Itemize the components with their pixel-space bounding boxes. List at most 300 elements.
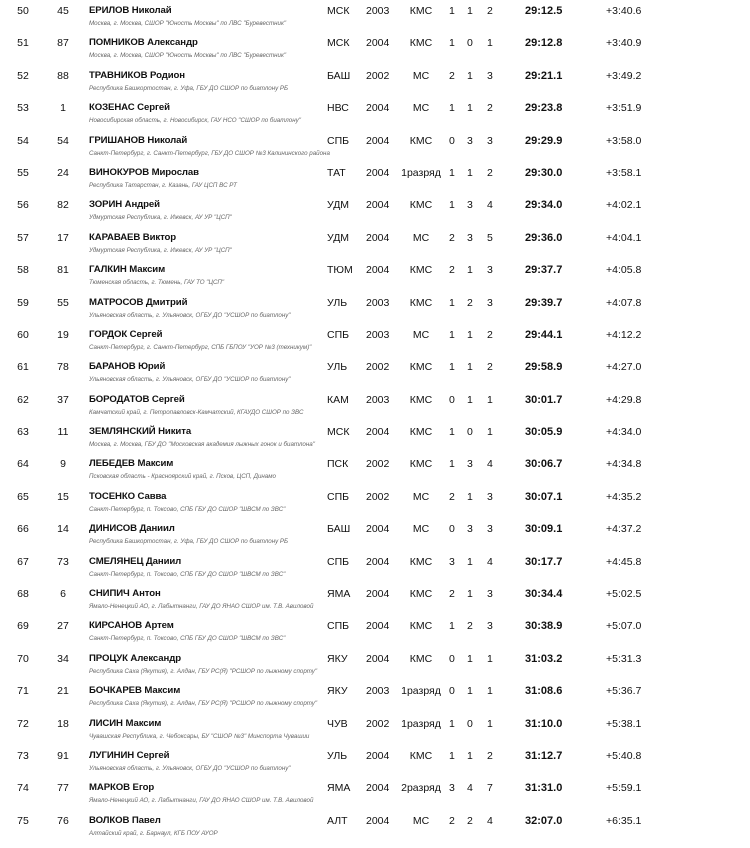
shooting-prone-cell: 1 (449, 426, 455, 439)
region-cell: УЛЬ (327, 749, 348, 762)
finish-time-cell: 29:21.1 (525, 69, 563, 82)
birth-year-cell: 2004 (366, 166, 390, 179)
penalties-total-cell: 4 (487, 458, 493, 471)
athlete-name: ЕРИЛОВ Николай (89, 5, 172, 16)
shooting-standing-cell: 1 (467, 555, 473, 568)
finish-time-cell: 29:23.8 (525, 102, 563, 115)
team-affiliation: Республика Башкортостан, г. Уфа, ГБУ ДО СШОР по биатлону РБ (89, 84, 289, 92)
place-cell: 55 (17, 166, 29, 179)
shooting-prone-cell: 1 (449, 361, 455, 374)
time-gap-cell: +4:34.8 (606, 458, 642, 471)
region-cell: ЯКУ (327, 652, 348, 665)
place-cell: 63 (17, 426, 29, 439)
shooting-prone-cell: 1 (449, 102, 455, 115)
finish-time-cell: 31:03.2 (525, 652, 563, 665)
team-affiliation: Удмуртская Республика, г. Ижевск, АУ УР "ЦСП" (89, 246, 232, 254)
sport-rank-cell: МС (412, 490, 430, 503)
sport-rank-cell: МС (412, 328, 430, 341)
penalties-total-cell: 3 (487, 490, 493, 503)
place-cell: 66 (17, 523, 29, 536)
team-affiliation: Камчатский край, г. Петропавловск-Камчатский, КГАУДО СШОР по ЗВС (89, 408, 304, 416)
penalties-total-cell: 7 (487, 782, 493, 795)
place-cell: 70 (17, 652, 29, 665)
region-cell: БАШ (327, 69, 351, 82)
time-gap-cell: +4:35.2 (606, 490, 642, 503)
athlete-name: БОЧКАРЕВ Максим (89, 685, 181, 697)
team-affiliation: Ульяновская область, г. Ульяновск, ОГБУ ДО "УСШОР по биатлону" (89, 764, 291, 772)
table-row (0, 194, 750, 226)
shooting-standing-cell: 1 (467, 749, 473, 762)
finish-time-cell: 31:08.6 (525, 685, 563, 698)
region-cell: АЛТ (327, 814, 348, 827)
shooting-standing-cell: 1 (467, 69, 473, 82)
shooting-prone-cell: 1 (449, 328, 455, 341)
place-cell: 71 (17, 685, 29, 698)
place-cell: 57 (17, 231, 29, 244)
table-row (0, 421, 750, 453)
time-gap-cell: +5:07.0 (606, 620, 642, 633)
shooting-prone-cell: 0 (449, 685, 455, 698)
penalties-total-cell: 3 (487, 69, 493, 82)
sport-rank-cell: МС (412, 523, 430, 536)
place-cell: 73 (17, 749, 29, 762)
place-cell: 51 (17, 37, 29, 50)
birth-year-cell: 2004 (366, 620, 390, 633)
place-cell: 65 (17, 490, 29, 503)
birth-year-cell: 2004 (366, 782, 390, 795)
time-gap-cell: +5:31.3 (606, 652, 642, 665)
region-cell: СПБ (327, 328, 350, 341)
sport-rank-cell: КМС (409, 296, 433, 309)
athlete-name: ЛИСИН Максим (89, 717, 162, 729)
birth-year-cell: 2004 (366, 37, 390, 50)
penalties-total-cell: 4 (487, 814, 493, 827)
shooting-prone-cell: 2 (449, 69, 455, 82)
shooting-prone-cell: 1 (449, 620, 455, 633)
penalties-total-cell: 1 (487, 426, 493, 439)
team-affiliation: Ульяновская область, г. Ульяновск, ОГБУ ДО "УСШОР по биатлону" (89, 311, 291, 319)
time-gap-cell: +3:58.0 (606, 134, 642, 147)
table-row (0, 292, 750, 324)
penalties-total-cell: 2 (487, 5, 493, 17)
athlete-name: СНИПИЧ Антон (89, 588, 161, 600)
region-cell: УЛЬ (327, 296, 348, 309)
finish-time-cell: 29:30.0 (525, 166, 563, 179)
region-cell: ТЮМ (327, 264, 353, 277)
finish-time-cell: 30:09.1 (525, 523, 563, 536)
shooting-standing-cell: 1 (467, 685, 473, 698)
time-gap-cell: +4:37.2 (606, 523, 642, 536)
time-gap-cell: +4:45.8 (606, 555, 642, 568)
athlete-name: ЗОРИН Андрей (89, 199, 160, 211)
bib-cell: 88 (57, 69, 69, 82)
table-row (0, 356, 750, 388)
team-affiliation: Ямало-Ненецкий АО, г. Лабытнанги, ГАУ ДО ЯНАО СШОР им. Т.В. Авиловой (89, 603, 314, 611)
sport-rank-cell: КМС (409, 620, 433, 633)
shooting-standing-cell: 1 (467, 5, 473, 17)
table-row (0, 65, 750, 97)
athlete-name: ЗЕМЛЯНСКИЙ Никита (89, 426, 192, 438)
place-cell: 68 (17, 588, 29, 601)
sport-rank-cell: КМС (409, 199, 433, 212)
finish-time-cell: 30:07.1 (525, 490, 563, 503)
team-affiliation: Ульяновская область, г. Ульяновск, ОГБУ ДО "УСШОР по биатлону" (89, 376, 291, 384)
table-row (0, 486, 750, 518)
sport-rank-cell: КМС (409, 361, 433, 374)
shooting-prone-cell: 1 (449, 199, 455, 212)
region-cell: БАШ (327, 523, 351, 536)
penalties-total-cell: 1 (487, 37, 493, 50)
shooting-standing-cell: 1 (467, 393, 473, 406)
sport-rank-cell: МС (412, 102, 430, 115)
shooting-prone-cell: 2 (449, 231, 455, 244)
sport-rank-cell: КМС (409, 264, 433, 277)
table-row (0, 551, 750, 583)
shooting-prone-cell: 0 (449, 134, 455, 147)
sport-rank-cell: КМС (409, 5, 433, 17)
bib-cell: 18 (57, 717, 69, 730)
bib-cell: 54 (57, 134, 69, 147)
region-cell: ЯКУ (327, 685, 348, 698)
time-gap-cell: +6:35.1 (606, 814, 642, 827)
athlete-name: БАРАНОВ Юрий (89, 361, 166, 373)
shooting-prone-cell: 1 (449, 458, 455, 471)
shooting-standing-cell: 2 (467, 620, 473, 633)
shooting-standing-cell: 3 (467, 458, 473, 471)
birth-year-cell: 2003 (366, 328, 390, 341)
place-cell: 58 (17, 264, 29, 277)
place-cell: 72 (17, 717, 29, 730)
place-cell: 50 (17, 5, 29, 17)
region-cell: НВС (327, 102, 349, 115)
place-cell: 52 (17, 69, 29, 82)
shooting-standing-cell: 1 (467, 328, 473, 341)
region-cell: СПБ (327, 134, 350, 147)
birth-year-cell: 2004 (366, 199, 390, 212)
penalties-total-cell: 5 (487, 231, 493, 244)
region-cell: МСК (327, 426, 350, 439)
shooting-standing-cell: 1 (467, 652, 473, 665)
time-gap-cell: +4:05.8 (606, 264, 642, 277)
birth-year-cell: 2004 (366, 814, 390, 827)
place-cell: 59 (17, 296, 29, 309)
shooting-standing-cell: 0 (467, 426, 473, 439)
athlete-name: МАТРОСОВ Дмитрий (89, 296, 188, 308)
penalties-total-cell: 4 (487, 555, 493, 568)
team-affiliation: Санкт-Петербург, п. Токсово, СПБ ГБУ ДО СШОР "ШВСМ по ЗВС" (89, 570, 286, 578)
time-gap-cell: +4:12.2 (606, 328, 642, 341)
finish-time-cell: 29:12.5 (525, 5, 563, 17)
sport-rank-cell: КМС (409, 37, 433, 50)
bib-cell: 45 (57, 5, 69, 17)
birth-year-cell: 2002 (366, 69, 390, 82)
bib-cell: 34 (57, 652, 69, 665)
team-affiliation: Санкт-Петербург, г. Санкт-Петербург, СПБ ГБПОУ "УОР №3 (техникум)" (89, 343, 312, 351)
birth-year-cell: 2003 (366, 5, 390, 17)
athlete-name: ПОМНИКОВ Александр (89, 37, 198, 49)
finish-time-cell: 29:37.7 (525, 264, 563, 277)
table-row (0, 0, 750, 32)
shooting-prone-cell: 1 (449, 166, 455, 179)
time-gap-cell: +5:02.5 (606, 588, 642, 601)
finish-time-cell: 31:12.7 (525, 749, 563, 762)
penalties-total-cell: 1 (487, 717, 493, 730)
shooting-standing-cell: 3 (467, 134, 473, 147)
penalties-total-cell: 3 (487, 296, 493, 309)
sport-rank-cell: 1разряд (401, 166, 441, 179)
sport-rank-cell: 1разряд (401, 717, 441, 730)
penalties-total-cell: 4 (487, 199, 493, 212)
athlete-name: СМЕЛЯНЕЦ Даниил (89, 555, 182, 567)
penalties-total-cell: 3 (487, 620, 493, 633)
place-cell: 53 (17, 102, 29, 115)
bib-cell: 14 (57, 523, 69, 536)
shooting-standing-cell: 1 (467, 588, 473, 601)
place-cell: 54 (17, 134, 29, 147)
athlete-name: ВИНОКУРОВ Мирослав (89, 166, 199, 178)
table-row (0, 583, 750, 615)
team-affiliation: Москва, г. Москва, СШОР "Юность Москвы" по ЛВС "Буревестник" (89, 52, 287, 60)
table-row (0, 777, 750, 809)
bib-cell: 17 (57, 231, 69, 244)
birth-year-cell: 2004 (366, 652, 390, 665)
shooting-prone-cell: 0 (449, 652, 455, 665)
table-row (0, 97, 750, 129)
time-gap-cell: +4:34.0 (606, 426, 642, 439)
finish-time-cell: 29:39.7 (525, 296, 563, 309)
shooting-prone-cell: 1 (449, 749, 455, 762)
birth-year-cell: 2002 (366, 361, 390, 374)
bib-cell: 37 (57, 393, 69, 406)
shooting-prone-cell: 2 (449, 814, 455, 827)
shooting-standing-cell: 3 (467, 231, 473, 244)
team-affiliation: Санкт-Петербург, п. Токсово, СПБ ГБУ ДО СШОР "ШВСМ по ЗВС" (89, 635, 286, 643)
athlete-name: МАРКОВ Егор (89, 782, 155, 794)
finish-time-cell: 29:36.0 (525, 231, 563, 244)
team-affiliation: Республика Саха (Якутия), г. Алдан, ГБУ РС(Я) "РСШОР по лыжному спорту" (89, 700, 318, 708)
athlete-name: КОЗЕНАС Сергей (89, 102, 170, 114)
region-cell: МСК (327, 37, 350, 50)
shooting-prone-cell: 3 (449, 782, 455, 795)
sport-rank-cell: КМС (409, 458, 433, 471)
athlete-name: ГРИШАНОВ Николай (89, 134, 188, 146)
finish-time-cell: 29:44.1 (525, 328, 563, 341)
bib-cell: 87 (57, 37, 69, 50)
birth-year-cell: 2002 (366, 458, 390, 471)
sport-rank-cell: 1разряд (401, 685, 441, 698)
region-cell: УДМ (327, 199, 350, 212)
shooting-prone-cell: 1 (449, 717, 455, 730)
penalties-total-cell: 2 (487, 361, 493, 374)
finish-time-cell: 29:12.8 (525, 37, 563, 50)
shooting-prone-cell: 1 (449, 296, 455, 309)
penalties-total-cell: 2 (487, 166, 493, 179)
sport-rank-cell: КМС (409, 588, 433, 601)
place-cell: 64 (17, 458, 29, 471)
sport-rank-cell: КМС (409, 426, 433, 439)
shooting-standing-cell: 1 (467, 102, 473, 115)
finish-time-cell: 30:06.7 (525, 458, 563, 471)
region-cell: МСК (327, 5, 350, 17)
shooting-standing-cell: 1 (467, 361, 473, 374)
time-gap-cell: +5:36.7 (606, 685, 642, 698)
athlete-name: ГАЛКИН Максим (89, 264, 166, 276)
birth-year-cell: 2004 (366, 555, 390, 568)
place-cell: 67 (17, 555, 29, 568)
bib-cell: 91 (57, 749, 69, 762)
penalties-total-cell: 3 (487, 588, 493, 601)
bib-cell: 21 (57, 685, 69, 698)
sport-rank-cell: МС (412, 69, 430, 82)
table-row (0, 810, 750, 842)
team-affiliation: Санкт-Петербург, г. Санкт-Петербург, ГБУ ДО СШОР №3 Калининского района (89, 149, 330, 157)
birth-year-cell: 2004 (366, 102, 390, 115)
penalties-total-cell: 3 (487, 264, 493, 277)
bib-cell: 24 (57, 166, 69, 179)
time-gap-cell: +3:58.1 (606, 166, 642, 179)
finish-time-cell: 32:07.0 (525, 814, 563, 827)
finish-time-cell: 31:31.0 (525, 782, 563, 795)
penalties-total-cell: 2 (487, 102, 493, 115)
shooting-standing-cell: 0 (467, 37, 473, 50)
bib-cell: 15 (57, 490, 69, 503)
shooting-standing-cell: 4 (467, 782, 473, 795)
bib-cell: 1 (60, 102, 66, 115)
team-affiliation: Москва, г. Москва, ГБУ ДО "Московская академия лыжных гонок и биатлона" (89, 441, 315, 449)
penalties-total-cell: 1 (487, 685, 493, 698)
finish-time-cell: 29:29.9 (525, 134, 563, 147)
table-row (0, 453, 750, 485)
table-row (0, 713, 750, 745)
region-cell: ЯМА (327, 782, 351, 795)
shooting-standing-cell: 1 (467, 166, 473, 179)
shooting-prone-cell: 1 (449, 5, 455, 17)
athlete-name: ЛУГИНИН Сергей (89, 749, 170, 761)
table-row (0, 389, 750, 421)
team-affiliation: Санкт-Петербург, п. Токсово, СПБ ГБУ ДО СШОР "ШВСМ по ЗВС" (89, 505, 286, 513)
birth-year-cell: 2004 (366, 588, 390, 601)
place-cell: 69 (17, 620, 29, 633)
bib-cell: 82 (57, 199, 69, 212)
finish-time-cell: 30:01.7 (525, 393, 563, 406)
birth-year-cell: 2004 (366, 134, 390, 147)
sport-rank-cell: 2разряд (401, 782, 441, 795)
table-row (0, 130, 750, 162)
team-affiliation: Удмуртская Республика, г. Ижевск, АУ УР "ЦСП" (89, 214, 232, 222)
athlete-name: БОРОДАТОВ Сергей (89, 393, 185, 405)
finish-time-cell: 29:34.0 (525, 199, 563, 212)
birth-year-cell: 2002 (366, 490, 390, 503)
athlete-name: ГОРДОК Сергей (89, 328, 163, 340)
shooting-prone-cell: 0 (449, 393, 455, 406)
region-cell: КАМ (327, 393, 349, 406)
time-gap-cell: +4:04.1 (606, 231, 642, 244)
bib-cell: 9 (60, 458, 66, 471)
sport-rank-cell: МС (412, 814, 430, 827)
athlete-name: ВОЛКОВ Павел (89, 814, 161, 826)
time-gap-cell: +4:02.1 (606, 199, 642, 212)
athlete-name: ДИНИСОВ Даниил (89, 523, 175, 535)
birth-year-cell: 2004 (366, 523, 390, 536)
shooting-prone-cell: 2 (449, 588, 455, 601)
athlete-name: ЛЕБЕДЕВ Максим (89, 458, 174, 470)
place-cell: 62 (17, 393, 29, 406)
sport-rank-cell: КМС (409, 134, 433, 147)
time-gap-cell: +3:51.9 (606, 102, 642, 115)
shooting-standing-cell: 0 (467, 717, 473, 730)
shooting-standing-cell: 1 (467, 264, 473, 277)
table-row (0, 648, 750, 680)
athlete-name: ТОСЕНКО Савва (89, 490, 167, 502)
time-gap-cell: +3:40.9 (606, 37, 642, 50)
athlete-name: КАРАВАЕВ Виктор (89, 231, 177, 243)
birth-year-cell: 2004 (366, 264, 390, 277)
time-gap-cell: +3:40.6 (606, 5, 642, 17)
bib-cell: 73 (57, 555, 69, 568)
place-cell: 75 (17, 814, 29, 827)
shooting-standing-cell: 2 (467, 814, 473, 827)
time-gap-cell: +4:29.8 (606, 393, 642, 406)
sport-rank-cell: КМС (409, 652, 433, 665)
bib-cell: 77 (57, 782, 69, 795)
team-affiliation: Москва, г. Москва, СШОР "Юность Москвы" по ЛВС "Буревестник" (89, 20, 287, 27)
table-row (0, 162, 750, 194)
team-affiliation: Чувашская Республика, г. Чебоксары, БУ "СШОР №3" Минспорта Чувашии (89, 732, 310, 740)
penalties-total-cell: 1 (487, 393, 493, 406)
team-affiliation: Ямало-Ненецкий АО, г. Лабытнанги, ГАУ ДО ЯНАО СШОР им. Т.В. Авиловой (89, 797, 314, 805)
table-row (0, 227, 750, 259)
table-row (0, 259, 750, 291)
birth-year-cell: 2002 (366, 717, 390, 730)
finish-time-cell: 31:10.0 (525, 717, 563, 730)
region-cell: ЯМА (327, 588, 351, 601)
shooting-standing-cell: 3 (467, 199, 473, 212)
table-row (0, 324, 750, 356)
region-cell: УДМ (327, 231, 350, 244)
team-affiliation: Тюменская область, г. Тюмень, ГАУ ТО "ЦСП" (89, 279, 225, 287)
bib-cell: 78 (57, 361, 69, 374)
region-cell: СПБ (327, 555, 350, 568)
place-cell: 61 (17, 361, 29, 374)
region-cell: СПБ (327, 490, 350, 503)
athlete-name: ПРОЦУК Александр (89, 652, 181, 664)
sport-rank-cell: КМС (409, 393, 433, 406)
shooting-standing-cell: 3 (467, 523, 473, 536)
time-gap-cell: +5:40.8 (606, 749, 642, 762)
finish-time-cell: 30:34.4 (525, 588, 563, 601)
finish-time-cell: 30:17.7 (525, 555, 563, 568)
bib-cell: 55 (57, 296, 69, 309)
place-cell: 60 (17, 328, 29, 341)
shooting-prone-cell: 2 (449, 264, 455, 277)
table-row (0, 615, 750, 647)
time-gap-cell: +5:59.1 (606, 782, 642, 795)
birth-year-cell: 2004 (366, 231, 390, 244)
region-cell: СПБ (327, 620, 350, 633)
athlete-name: КИРСАНОВ Артем (89, 620, 174, 632)
penalties-total-cell: 2 (487, 328, 493, 341)
table-row (0, 518, 750, 550)
time-gap-cell: +4:27.0 (606, 361, 642, 374)
region-cell: УЛЬ (327, 361, 348, 374)
shooting-standing-cell: 1 (467, 490, 473, 503)
team-affiliation: Республика Татарстан, г. Казань, ГАУ ЦСП ВС РТ (89, 181, 237, 189)
team-affiliation: Республика Саха (Якутия), г. Алдан, ГБУ РС(Я) "РСШОР по лыжному спорту" (89, 667, 318, 675)
birth-year-cell: 2004 (366, 749, 390, 762)
sport-rank-cell: КМС (409, 555, 433, 568)
region-cell: ЧУВ (327, 717, 348, 730)
penalties-total-cell: 3 (487, 134, 493, 147)
